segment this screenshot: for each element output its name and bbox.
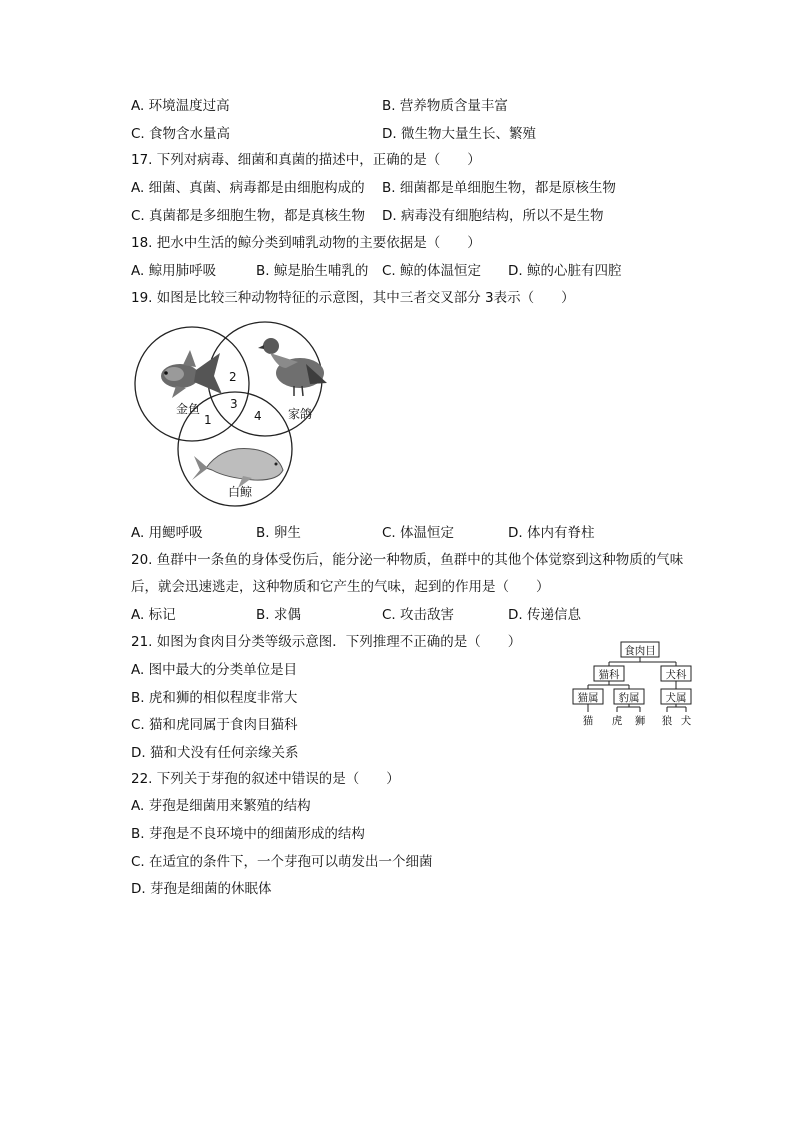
tree-order: 食肉目: [624, 645, 656, 657]
q17-option-a: A. 细菌、真菌、病毒都是由细胞构成的: [131, 180, 365, 196]
q19-option-c: C. 体温恒定: [382, 525, 455, 541]
venn-diagram: [128, 318, 328, 518]
q18-option-a: A. 鲸用肺呼吸: [131, 263, 217, 279]
q21-option-c: C. 猫和虎同属于食肉目猫科: [131, 717, 298, 733]
tree-species-lion: 狮: [634, 715, 646, 727]
tree-genus-dog: 犬属: [665, 692, 687, 704]
region-2: 2: [229, 370, 237, 384]
q16-option-d: D. 微生物大量生长、繁殖: [382, 126, 536, 142]
q16-option-b: B. 营养物质含量丰富: [382, 98, 508, 114]
region-4: 4: [254, 409, 262, 423]
q19-option-b: B. 卵生: [256, 525, 301, 541]
q20-option-b: B. 求偶: [256, 607, 301, 623]
q18-option-c: C. 鲸的体温恒定: [382, 263, 482, 279]
q22-option-a: A. 芽孢是细菌用来繁殖的结构: [131, 798, 311, 814]
q18-option-b: B. 鲸是胎生哺乳的: [256, 263, 369, 279]
region-3: 3: [230, 397, 238, 411]
tree-family-cat: 猫科: [598, 669, 620, 681]
label-pigeon: 家鸽: [288, 407, 313, 421]
q19-option-d: D. 体内有脊柱: [508, 525, 595, 541]
q17-stem: 17. 下列对病毒、细菌和真菌的描述中，正确的是（ ）: [131, 152, 481, 168]
pigeon-image: [258, 338, 327, 396]
q20-stem-line1: 20. 鱼群中一条鱼的身体受伤后，能分泌一种物质，鱼群中的其他个体觉察到这种物质的气味: [131, 552, 684, 568]
q21-option-a: A. 图中最大的分类单位是目: [131, 662, 298, 678]
q20-stem-line2: 后，就会迅速逃走，这种物质和它产生的气味，起到的作用是（ ）: [131, 579, 550, 595]
tree-family-dog: 犬科: [665, 669, 687, 681]
q21-stem: 21. 如图为食肉目分类等级示意图．下列推理不正确的是（ ）: [131, 634, 522, 650]
q20-option-c: C. 攻击敌害: [382, 607, 455, 623]
q22-option-c: C. 在适宜的条件下，一个芽孢可以萌发出一个细菌: [131, 854, 433, 870]
tree-species-cat: 猫: [582, 715, 594, 727]
region-1: 1: [204, 413, 212, 427]
q20-option-d: D. 传递信息: [508, 607, 581, 623]
q18-stem: 18. 把水中生活的鲸分类到哺乳动物的主要依据是（ ）: [131, 235, 481, 251]
label-goldfish: 金鱼: [176, 402, 201, 416]
q22-stem: 22. 下列关于芽孢的叙述中错误的是（ ）: [131, 771, 400, 787]
tree-species-wolf: 狼: [661, 715, 673, 727]
classification-tree: [570, 640, 698, 730]
q19-stem: 19. 如图是比较三种动物特征的示意图，其中三者交叉部分 3表示（ ）: [131, 290, 575, 306]
q18-option-d: D. 鲸的心脏有四腔: [508, 263, 622, 279]
q20-option-a: A. 标记: [131, 607, 176, 623]
q21-option-b: B. 虎和狮的相似程度非常大: [131, 690, 298, 706]
q21-option-d: D. 猫和犬没有任何亲缘关系: [131, 745, 299, 761]
tree-species-dog: 犬: [680, 715, 692, 727]
q16-option-a: A. 环境温度过高: [131, 98, 230, 114]
whale-image: [192, 448, 283, 488]
tree-species-tiger: 虎: [611, 715, 623, 727]
q19-option-a: A. 用鳃呼吸: [131, 525, 203, 541]
q17-option-c: C. 真菌都是多细胞生物，都是真核生物: [131, 208, 366, 224]
q17-option-b: B. 细菌都是单细胞生物，都是原核生物: [382, 180, 616, 196]
tree-genus-leopard: 豹属: [618, 692, 640, 704]
tree-genus-cat: 猫属: [577, 692, 599, 704]
q22-option-d: D. 芽孢是细菌的休眠体: [131, 881, 272, 897]
q17-option-d: D. 病毒没有细胞结构，所以不是生物: [382, 208, 604, 224]
label-whale: 白鲸: [228, 485, 253, 499]
q16-option-c: C. 食物含水量高: [131, 126, 231, 142]
q22-option-b: B. 芽孢是不良环境中的细菌形成的结构: [131, 826, 365, 842]
